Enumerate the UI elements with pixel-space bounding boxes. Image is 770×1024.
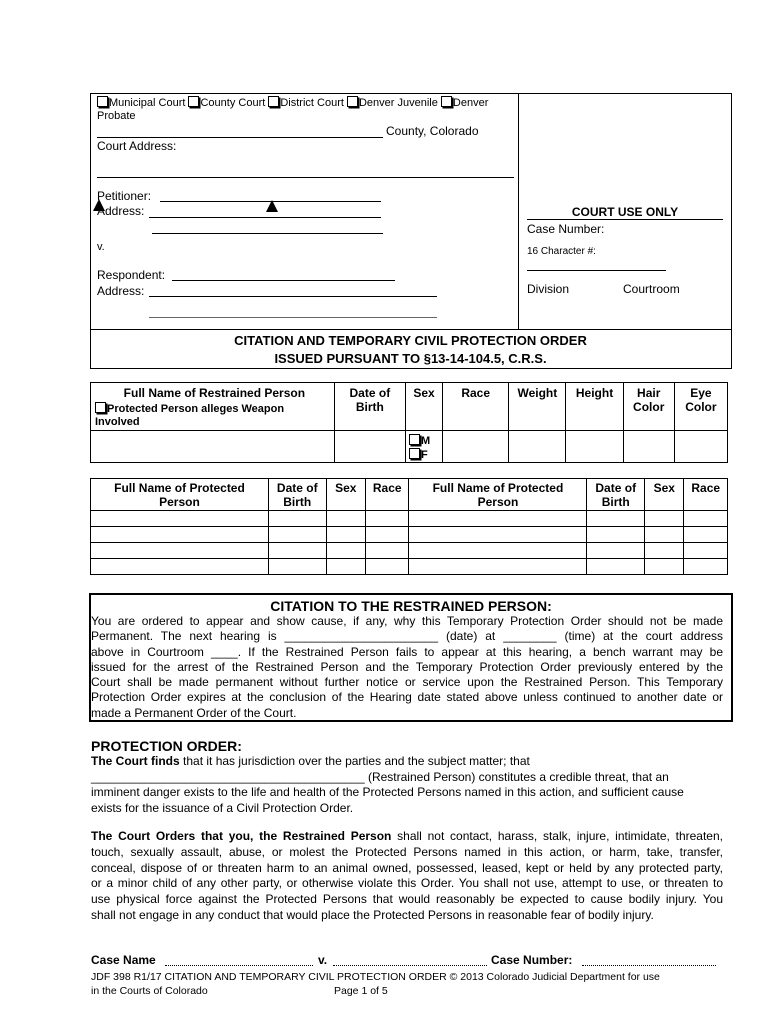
protected-cell[interactable] [91,511,269,527]
case-number-label: Case Number: [527,222,605,236]
protected-cell[interactable] [409,543,587,559]
header-weight: Weight [509,383,566,431]
restrained-dob-cell[interactable] [334,431,405,463]
page-number: Page 1 of 5 [334,985,388,997]
court-use-divider [527,219,723,220]
header-sex-right: Sex [645,479,684,511]
form-identifier: JDF 398 R1/17 CITATION AND TEMPORARY CIVIL PROTECTION ORDER © 2013 Colorado Judicial Department for use [91,971,660,983]
header-race: Race [443,383,509,431]
court-type-row [97,96,488,110]
protected-cell[interactable] [268,559,326,575]
court-finds-paragraph: The Court finds that it has jurisdiction over the parties and the subject matter; that _________________________________________ (Restrained Person) constitutes a credible threat, that an imminent danger exists to the life and health of the Protected Persons named in this action, and sufficient cause exists for the issuance of a Civil Protection Order. [91,754,684,815]
sex-m-checkbox[interactable]: M [409,434,442,448]
protected-cell[interactable] [268,527,326,543]
header-dob: Date of Birth [334,383,405,431]
table-row [91,511,728,527]
caption-divider-vertical [518,93,519,329]
respondent-address-label: Address: [97,284,145,298]
protected-cell[interactable] [366,527,409,543]
header-restrained-name: Full Name of Restrained Person Protected Person alleges Weapon Involved [91,383,335,431]
court-orders-paragraph: The Court Orders that you, the Restrained Person shall not contact, harass, stalk, injure, intimidate, threaten, touch, sexually assault, abuse, or molest the Protected Persons named in this action, or harm, take, transfer, conceal, dispose of or threaten harm to an animal owned, possessed, leased, kept or held by any protected party, or a minor child of any other party, or otherwise violate this Order. You shall not use, attempt to use, or threaten to use physical force against the Protected Persons that would reasonably be expected to cause bodily injury. You shall not engage in any conduct that would place the Protected Persons in reasonable fear of bodily injury. [91,829,723,922]
petitioner-address-field-2[interactable] [152,219,383,234]
footer-case-number-label: Case Number: [491,953,573,967]
protected-cell[interactable] [268,511,326,527]
division-label: Division [527,282,570,296]
respondent-label: Respondent: [97,268,166,282]
sex-f-checkbox[interactable]: F [409,448,442,462]
citation-heading: CITATION TO THE RESTRAINED PERSON: [270,598,552,614]
header-height: Height [566,383,623,431]
protected-cell[interactable] [326,511,365,527]
weapon-checkbox[interactable]: Protected Person alleges Weapon [95,402,334,416]
header-race-left: Race [366,479,409,511]
form-identifier-wrap: in the Courts of Colorado [91,985,208,997]
protection-order-heading: PROTECTION ORDER: [91,738,242,754]
protected-cell[interactable] [645,511,684,527]
header-eye: Eye Color [674,383,727,431]
table-row [91,431,728,463]
protected-cell[interactable] [587,559,645,575]
protected-cell[interactable] [409,511,587,527]
restrained-height-cell[interactable] [566,431,623,463]
restrained-sex-cell [405,431,442,463]
footer-case-name-label: Case Name [91,953,156,967]
restrained-name-cell[interactable] [91,431,335,463]
court-use-only-label: COURT USE ONLY [571,205,679,219]
restrained-race-cell[interactable] [443,431,509,463]
header-dob-left: Date of Birth [268,479,326,511]
petitioner-address-field[interactable] [149,203,381,218]
header-dob-right: Date of Birth [587,479,645,511]
restrained-eye-cell[interactable] [674,431,727,463]
court-address-field[interactable] [97,163,514,178]
restrained-weight-cell[interactable] [509,431,566,463]
checkbox-county-court[interactable]: County Court [188,97,265,109]
protected-cell[interactable] [645,543,684,559]
protected-cell[interactable] [326,543,365,559]
versus-label: v. [97,241,105,253]
respondent-address-field[interactable] [149,282,437,297]
checkbox-denver-probate[interactable]: Denver [441,97,488,109]
form-title-line1: CITATION AND TEMPORARY CIVIL PROTECTION ORDER [234,333,587,348]
protected-cell[interactable] [91,559,269,575]
checkbox-district-court[interactable]: District Court [268,97,344,109]
protected-cell[interactable] [409,559,587,575]
form-title-line2: ISSUED PURSUANT TO §13-14-104.5, C.R.S. [274,351,547,366]
table-row [91,559,728,575]
respondent-field[interactable] [172,266,395,281]
header-sex-left: Sex [326,479,365,511]
header-sex: Sex [405,383,442,431]
protected-cell[interactable] [91,543,269,559]
respondent-address-field-2[interactable] [149,303,437,318]
up-triangle-icon [93,199,105,211]
protected-cell[interactable] [366,559,409,575]
table-row [91,543,728,559]
footer-case-name-field[interactable] [165,964,313,966]
protected-cell[interactable] [366,511,409,527]
county-field[interactable] [97,123,383,138]
protected-cell[interactable] [684,527,728,543]
protected-cell[interactable] [409,527,587,543]
checkbox-denver-juvenile[interactable]: Denver Juvenile [347,97,438,109]
header-race-right: Race [684,479,728,511]
header-hair: Hair Color [623,383,674,431]
protected-cell[interactable] [645,527,684,543]
sixteen-character-field[interactable] [527,256,666,271]
sixteen-character-label: 16 Character #: [527,246,596,257]
protected-cell[interactable] [587,511,645,527]
header-protected-name-left: Full Name of Protected Person [91,479,269,511]
protected-cell[interactable] [326,559,365,575]
restrained-person-table [90,382,728,463]
protected-cell[interactable] [326,527,365,543]
footer-case-number-field[interactable] [582,964,716,966]
checkbox-municipal-court[interactable]: Municipal Court [97,97,185,109]
petitioner-address-label: Address: [97,204,145,218]
footer-versus: v. [318,953,328,967]
petitioner-label: Petitioner: [97,189,152,203]
court-address-label: Court Address: [97,139,177,153]
header-protected-name-right: Full Name of Protected Person [409,479,587,511]
footer-respondent-field[interactable] [333,964,487,966]
protected-cell[interactable] [366,543,409,559]
citation-text: You are ordered to appear and show cause, if any, why this Temporary Protection Order should not be made Permanent. The next hearing is _______________________ (date) at ________ (time) at the court address above in Courtroom ____. If the Restrained Person fails to appear at this hearing, a bench warrant may be issued for the arrest of the Restrained Person and the Temporary Protection Order previously entered by the Court shall be made permanent without further notice or service upon the Restrained Person. This Temporary Protection Order expires at the conclusion of the Hearing date stated above unless continued to another date or made a Permanent Order of the Court. [91,614,723,720]
protected-cell[interactable] [684,559,728,575]
protected-persons-table [90,478,728,575]
protected-cell[interactable] [645,559,684,575]
court-type-wrap: Probate [97,110,136,122]
protected-cell[interactable] [684,543,728,559]
protected-cell[interactable] [268,543,326,559]
protected-cell[interactable] [587,543,645,559]
protected-cell[interactable] [91,527,269,543]
up-triangle-icon [266,200,278,212]
protected-cell[interactable] [587,527,645,543]
restrained-hair-cell[interactable] [623,431,674,463]
table-row [91,527,728,543]
caption-divider-horizontal [90,329,731,330]
county-suffix: County, Colorado [386,124,479,138]
courtroom-label: Courtroom [623,282,680,296]
protected-cell[interactable] [684,511,728,527]
